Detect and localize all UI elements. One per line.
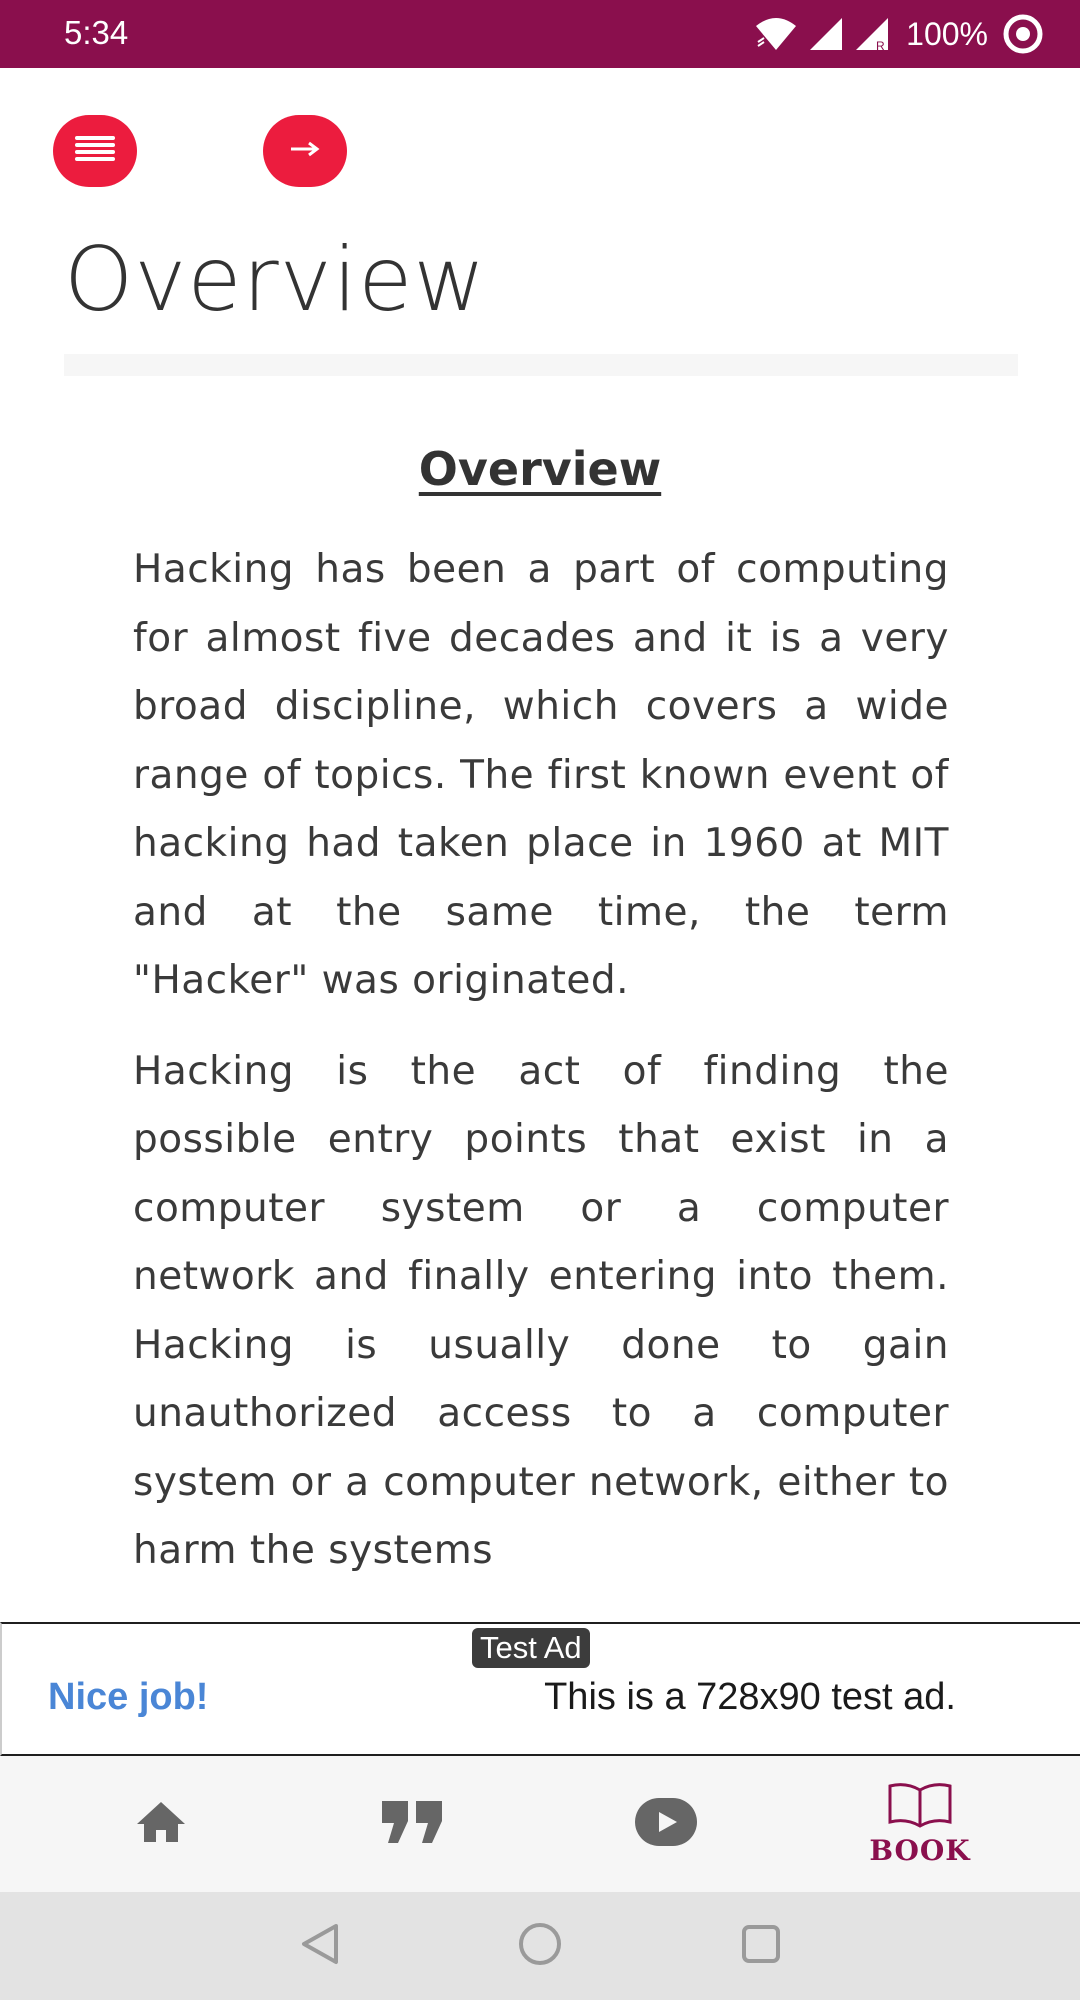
ad-text: This is a 728x90 test ad. (544, 1676, 956, 1718)
svg-text:R: R (876, 39, 885, 52)
page-title: Overview (64, 228, 487, 331)
quote-icon (380, 1799, 446, 1849)
youtube-icon (633, 1796, 699, 1852)
status-bar (0, 0, 1080, 68)
status-icons (754, 12, 1044, 56)
ad-banner[interactable] (0, 1622, 1080, 1756)
status-time: 5:34 (64, 14, 129, 51)
nav-video[interactable] (626, 1756, 706, 1892)
back-icon (298, 1922, 342, 1970)
arrow-right-icon (289, 141, 321, 161)
home-icon (135, 1800, 187, 1848)
nav-book-label: BOOK (869, 1833, 971, 1867)
recents-button[interactable] (733, 1918, 789, 1974)
ad-headline: Nice job! (48, 1676, 209, 1718)
article-paragraph: Hacking is the act of finding the possible entry points that exist in a computer system or a computer network and finally entering into them. Hacking is usually done to gain unauthorized access to a computer system or a computer network, either to harm the systems (133, 1048, 949, 1573)
system-nav-bar (0, 1892, 1080, 2000)
back-button[interactable] (292, 1918, 348, 1974)
hotspot-icon (1002, 13, 1044, 55)
signal-icon (808, 16, 844, 52)
nav-book[interactable] (860, 1756, 980, 1892)
ad-badge: Test Ad (472, 1628, 590, 1668)
nav-quotes[interactable] (373, 1756, 453, 1892)
bottom-nav (0, 1756, 1080, 1892)
recents-icon (739, 1922, 783, 1970)
title-divider (64, 354, 1018, 376)
next-button[interactable] (263, 115, 347, 187)
hamburger-menu-icon (73, 134, 117, 168)
article-heading: Overview (418, 442, 662, 496)
wifi-icon (754, 16, 798, 52)
article-paragraph: Hacking has been a part of computing for almost five decades and it is a very broad discipline, which covers a wide range of topics. The first known event of hacking had taken place in 1960 at MIT and at the same time, the term "Hacker" was originated. (133, 547, 949, 1003)
book-icon (886, 1782, 954, 1832)
menu-button[interactable] (53, 115, 137, 187)
signal-roaming-icon (854, 16, 890, 52)
home-button[interactable] (512, 1918, 568, 1974)
article-body[interactable] (133, 536, 949, 1619)
nav-home[interactable] (121, 1756, 201, 1892)
home-circle-icon (517, 1921, 563, 1971)
battery-percent: 100% (906, 15, 988, 52)
